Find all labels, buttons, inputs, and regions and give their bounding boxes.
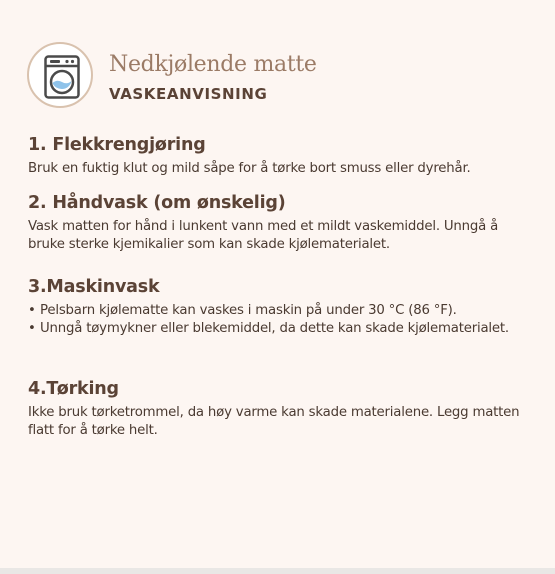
section-text: Bruk en fuktig klut og mild såpe for å tørke bort smuss eller dyrehår. xyxy=(28,161,471,176)
section-hand-wash xyxy=(28,193,528,254)
section-heading: 3.Maskinvask xyxy=(28,277,160,297)
section-machine-wash xyxy=(28,277,528,337)
section-text: Vask matten for hånd i lunkent vann med et mildt vaskemiddel. Unngå å bruke sterke kjemikalier som kan skade kjølematerialet. xyxy=(28,219,499,252)
section-heading: 1. Flekkrengjøring xyxy=(28,135,206,155)
page-subtitle: VASKEANVISNING xyxy=(109,85,268,103)
section-drying xyxy=(28,379,528,440)
icon-badge xyxy=(27,42,93,108)
section-heading: 4.Tørking xyxy=(28,379,119,399)
bullet-list xyxy=(28,302,528,337)
section-heading: 2. Håndvask (om ønskelig) xyxy=(28,193,286,213)
page-title: Nedkjølende matte xyxy=(109,52,317,77)
list-item: • Unngå tøymykner eller blekemiddel, da dette kan skade kjølematerialet. xyxy=(40,320,528,338)
section-spot-cleaning xyxy=(28,135,528,178)
washing-machine-icon xyxy=(44,55,80,99)
list-item: • Pelsbarn kjølematte kan vaskes i maskin på under 30 °C (86 °F). xyxy=(40,302,528,320)
section-text: Ikke bruk tørketrommel, da høy varme kan skade materialene. Legg matten flatt for å tørke helt. xyxy=(28,405,520,438)
